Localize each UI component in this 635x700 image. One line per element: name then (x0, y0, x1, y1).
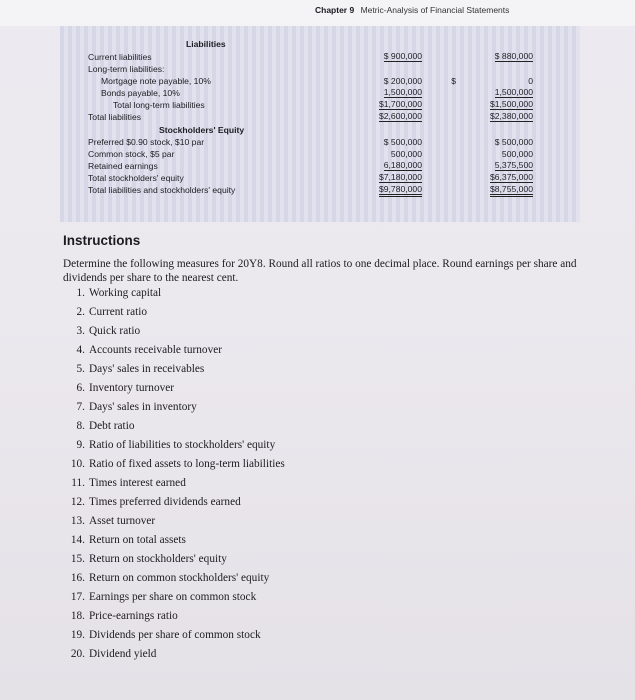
item-text: Return on common stockholders' equity (89, 572, 270, 584)
item-number: 20. (70, 648, 85, 660)
value-year-1: $7,180,000 (378, 172, 422, 182)
item-text: Earnings per share on common stock (89, 591, 257, 603)
statement-row (0, 75, 560, 87)
value-year-2: $6,375,000 (489, 172, 533, 182)
value-year-1: $2,600,000 (378, 111, 422, 121)
list-item (63, 496, 241, 508)
list-item (63, 325, 140, 337)
item-number: 8. (76, 420, 85, 432)
list-item (63, 477, 186, 489)
list-item (63, 458, 285, 470)
list-item (63, 629, 261, 641)
value-year-1: $ 500,000 (383, 137, 422, 147)
item-number: 3. (76, 325, 85, 337)
list-item (63, 420, 135, 432)
statement-row (0, 148, 560, 160)
value-year-2: $1,500,000 (489, 99, 533, 109)
list-item (63, 572, 269, 584)
statement-row (0, 172, 560, 184)
list-item (63, 553, 227, 565)
value-year-1: $9,780,000 (379, 184, 422, 197)
item-text: Return on stockholders' equity (89, 553, 227, 565)
list-item (63, 515, 155, 527)
value-year-1: $ 200,000 (383, 76, 422, 86)
item-text: Inventory turnover (89, 382, 175, 394)
list-item (63, 306, 147, 318)
row-label: Total stockholders' equity (88, 173, 184, 183)
row-label: Total liabilities and stockholders' equity (88, 185, 236, 195)
item-number: 4. (76, 344, 85, 356)
value-year-1: 1,500,000 (383, 87, 422, 97)
value-year-1: 500,000 (390, 149, 422, 159)
value-year-1: $1,700,000 (378, 99, 422, 109)
page-header (0, 0, 635, 26)
item-text: Ratio of liabilities to stockholders' equity (89, 439, 276, 451)
instructions-text: Determine the following measures for 20Y8. Round all ratios to one decimal place. Round earnings per share and dividends per share to the nearest cent. (63, 258, 577, 284)
value-year-2: 500,000 (501, 149, 533, 159)
section-heading-equity: Stockholders' Equity (159, 125, 245, 135)
currency-symbol: $ (451, 76, 456, 86)
value-year-2: 5,375,500 (494, 160, 533, 170)
item-text: Accounts receivable turnover (89, 344, 222, 356)
item-number: 10. (70, 458, 85, 470)
item-number: 17. (70, 591, 85, 603)
list-item (63, 591, 256, 603)
item-number: 15. (70, 553, 85, 565)
item-text: Dividends per share of common stock (89, 629, 261, 641)
item-text: Times interest earned (89, 477, 186, 489)
value-year-2: 0 (528, 76, 533, 86)
item-text: Ratio of fixed assets to long-term liabilities (89, 458, 285, 470)
item-text: Return on total assets (89, 534, 186, 546)
row-label: Mortgage note payable, 10% (101, 76, 211, 86)
value-year-2: $ 880,000 (494, 51, 533, 61)
header-text (315, 5, 509, 15)
value-year-2: 1,500,000 (494, 87, 533, 97)
item-text: Days' sales in receivables (89, 363, 205, 375)
row-label: Current liabilities (88, 52, 152, 62)
list-item (63, 534, 186, 546)
row-label: Long-term liabilities: (88, 64, 165, 74)
item-number: 13. (70, 515, 85, 527)
item-number: 14. (70, 534, 85, 546)
item-number: 12. (70, 496, 85, 508)
row-label: Bonds payable, 10% (101, 88, 180, 98)
item-text: Times preferred dividends earned (89, 496, 241, 508)
statement-row (0, 136, 560, 148)
statement-row (0, 51, 560, 63)
list-item (63, 648, 156, 660)
list-item (63, 344, 222, 356)
item-text: Working capital (89, 287, 162, 299)
list-item (63, 610, 178, 622)
item-number: 11. (71, 477, 85, 489)
chapter-label: Chapter 9 (315, 5, 355, 15)
statement-row (0, 63, 560, 75)
item-text: Quick ratio (89, 325, 141, 337)
statement-row (0, 99, 560, 111)
value-year-1: $ 900,000 (383, 51, 422, 61)
value-year-2: $ 500,000 (494, 137, 533, 147)
row-label: Common stock, $5 par (88, 149, 175, 159)
list-item (63, 363, 204, 375)
item-number: 9. (76, 439, 85, 451)
row-label: Total long-term liabilities (113, 100, 205, 110)
item-number: 16. (70, 572, 85, 584)
value-year-2: $2,380,000 (489, 111, 533, 121)
value-year-2: $8,755,000 (490, 184, 533, 197)
row-label: Preferred $0.90 stock, $10 par (88, 137, 205, 147)
statement-row (0, 111, 560, 123)
item-number: 2. (76, 306, 85, 318)
list-item (63, 439, 275, 451)
item-number: 18. (70, 610, 85, 622)
item-number: 7. (76, 401, 85, 413)
item-number: 19. (70, 629, 85, 641)
statement-row (0, 87, 560, 99)
chapter-title: Metric-Analysis of Financial Statements (360, 5, 510, 15)
item-number: 6. (76, 382, 85, 394)
item-text: Dividend yield (89, 648, 157, 660)
value-year-1: 6,180,000 (383, 160, 422, 170)
statement-row (0, 184, 560, 196)
item-text: Current ratio (89, 306, 148, 318)
statement-row (0, 160, 560, 172)
item-text: Debt ratio (89, 420, 135, 432)
item-number: 1. (76, 287, 85, 299)
instructions-title: Instructions (63, 233, 141, 248)
section-heading-liabilities: Liabilities (186, 39, 226, 49)
row-label: Total liabilities (88, 112, 142, 122)
item-text: Days' sales in inventory (89, 401, 197, 413)
item-text: Price-earnings ratio (89, 610, 178, 622)
statement-row (0, 124, 560, 136)
row-label: Retained earnings (88, 161, 158, 171)
list-item (63, 287, 161, 299)
statement-row (0, 38, 560, 50)
list-item (63, 382, 174, 394)
list-item (63, 401, 197, 413)
item-text: Asset turnover (89, 515, 156, 527)
item-number: 5. (76, 363, 85, 375)
